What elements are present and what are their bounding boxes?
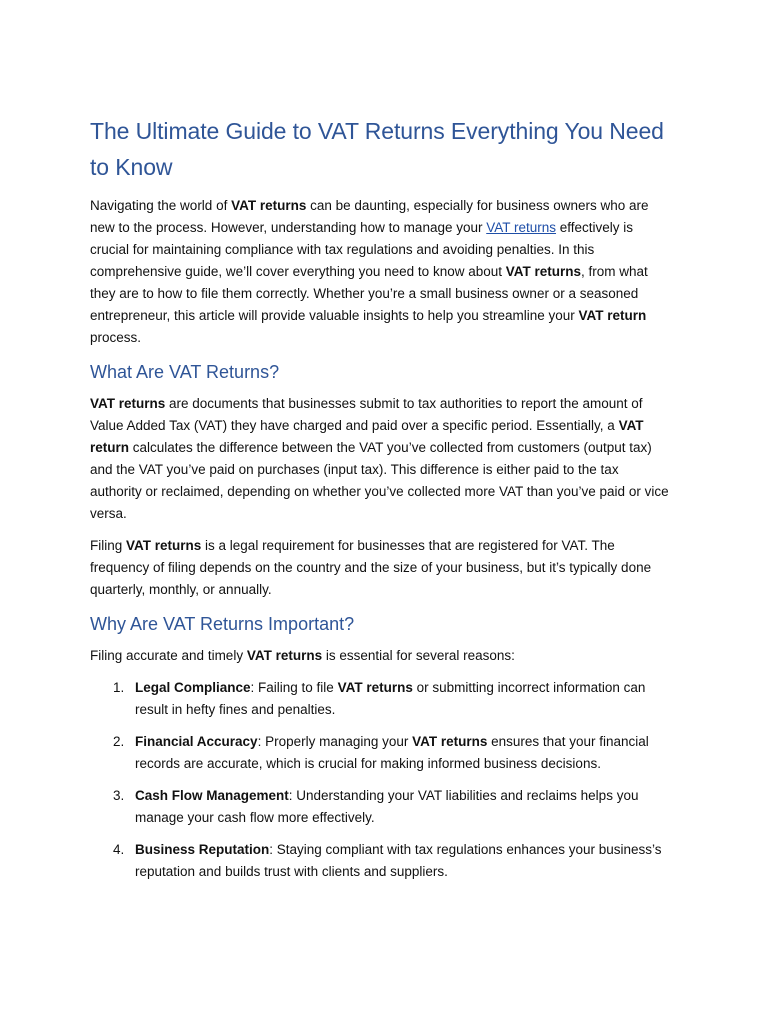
reasons-intro-paragraph <box>90 645 670 667</box>
bold-run: VAT returns <box>90 396 166 411</box>
bold-run: VAT return <box>578 308 647 323</box>
bold-run: VAT returns <box>126 538 202 553</box>
text-run: : Understanding your VAT liabilities and reclaims helps you manage your cash flow more effectively. <box>135 788 639 825</box>
text-run: calculates the difference between the VAT you’ve collected from customers (output tax) and the VAT you’ve paid on purchases (input tax). This difference is either paid to the tax authority or reclaimed, depending on whether you’ve collected more VAT than you’ve paid or vice versa. <box>90 440 669 521</box>
list-term: Business Reputation <box>135 842 270 857</box>
list-number: 3. <box>113 788 125 803</box>
list-term: Financial Accuracy <box>135 734 258 749</box>
list-item-business-reputation <box>113 839 670 883</box>
filing-paragraph <box>90 535 670 601</box>
text-run: Filing <box>90 538 127 553</box>
text-run: ensures that your financial records are accurate, which is crucial for making informed business decisions. <box>135 734 649 771</box>
bold-run: VAT returns <box>337 680 413 695</box>
definition-paragraph <box>90 393 670 525</box>
list-number: 1. <box>113 680 125 695</box>
text-run: : Properly managing your <box>257 734 413 749</box>
text-run: : Staying compliant with tax regulations enhances your business’s reputation and builds trust with clients and suppliers. <box>135 842 662 879</box>
text-run: Filing accurate and timely <box>90 648 247 663</box>
list-item-legal-compliance <box>113 677 670 721</box>
text-run: Navigating the world of <box>90 198 232 213</box>
reasons-list <box>90 677 670 883</box>
bold-run: VAT returns <box>412 734 488 749</box>
list-term: Cash Flow Management <box>135 788 289 803</box>
text-run: is a legal requirement for businesses that are registered for VAT. The frequency of filing depends on the country and the size of your business, but it’s typically done quarterly, monthly, or annually. <box>90 538 652 597</box>
section-heading-what: What Are VAT Returns? <box>90 362 280 382</box>
list-number: 2. <box>113 734 125 749</box>
text-run: or submitting incorrect information can result in hefty fines and penalties. <box>135 680 646 717</box>
text-run: can be daunting, especially for business owners who are new to the process. However, understanding how to manage your <box>90 198 649 235</box>
text-run: process. <box>90 330 142 345</box>
bold-run: VAT returns <box>231 198 307 213</box>
bold-run: VAT return <box>90 418 644 455</box>
document-title: The Ultimate Guide to VAT Returns Everything You Need to Know <box>90 118 664 180</box>
list-term: Legal Compliance <box>135 680 251 695</box>
vat-returns-link[interactable]: VAT returns <box>486 220 557 235</box>
bold-run: VAT returns <box>505 264 582 279</box>
bold-run: VAT returns <box>246 648 323 663</box>
text-run: : Failing to file <box>250 680 338 695</box>
text-run: , from what they are to how to file them correctly. Whether you’re a small business owner or a seasoned entrepreneur, this article will provide valuable insights to help you streamline your <box>90 264 648 323</box>
list-item-financial-accuracy <box>113 731 670 775</box>
text-run: is essential for several reasons: <box>322 648 515 663</box>
section-heading-why: Why Are VAT Returns Important? <box>90 614 355 634</box>
list-number: 4. <box>113 842 125 857</box>
list-item-cash-flow <box>113 785 670 829</box>
text-run: are documents that businesses submit to tax authorities to report the amount of Value Added Tax (VAT) they have charged and paid over a specific period. Essentially, a <box>90 396 643 433</box>
text-run: effectively is crucial for maintaining compliance with tax regulations and avoiding penalties. In this comprehensive guide, we’ll cover everything you need to know about <box>90 220 634 279</box>
intro-paragraph <box>90 195 670 349</box>
